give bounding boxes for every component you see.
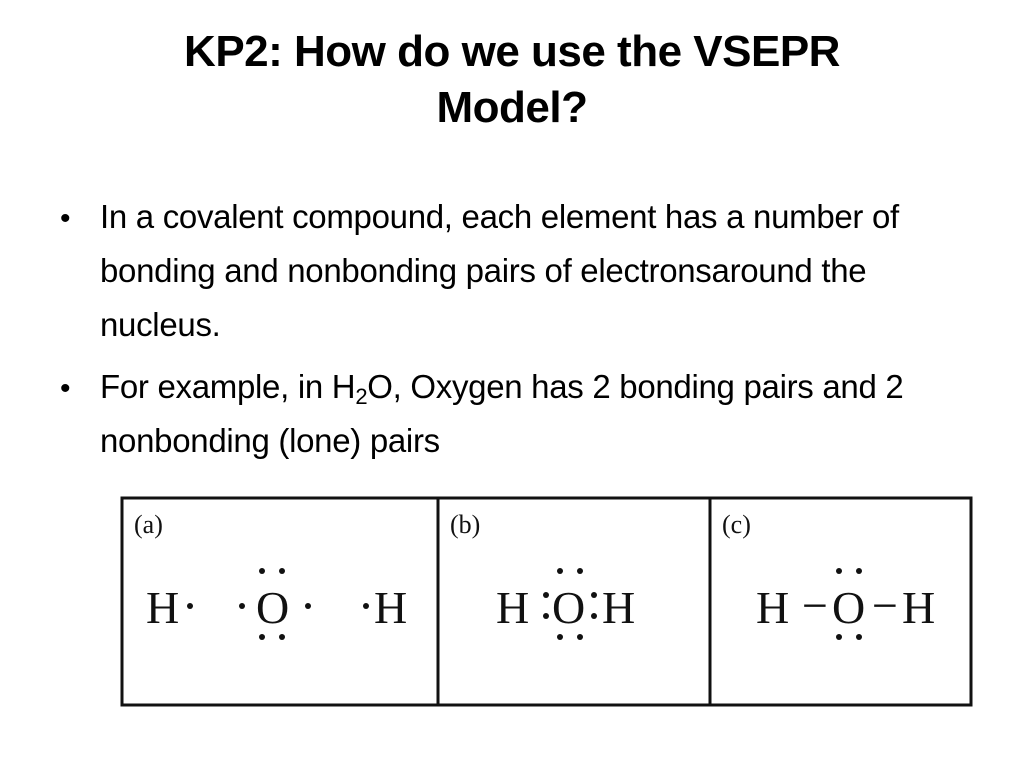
hydrogen-atom: H [902, 582, 936, 633]
hydrogen-atom: H [374, 582, 408, 633]
electron-dot [363, 603, 369, 609]
lone-pair-dot [259, 634, 265, 640]
bullet-item [60, 360, 950, 468]
bullet-icon [60, 360, 90, 416]
panel-label: (c) [722, 510, 751, 539]
hydrogen-atom: H [602, 582, 636, 633]
bullet-subscript: 2 [355, 384, 368, 409]
electron-dot [239, 603, 245, 609]
lone-pair-dot [836, 634, 842, 640]
lone-pair-dot [577, 634, 583, 640]
electron-dot [187, 603, 193, 609]
lone-pair-dot [279, 634, 285, 640]
single-bond: − [802, 580, 828, 631]
panel-label: (a) [134, 510, 163, 539]
bullet-icon [60, 190, 90, 246]
bullet-text: In a covalent compound, each element has a number of bonding and nonbonding pairs of electronsaround the nucleus. [100, 198, 899, 343]
hydrogen-atom: H [756, 582, 790, 633]
bonding-pair-dot [591, 613, 597, 619]
hydrogen-atom: H [496, 582, 530, 633]
hydrogen-atom: H [146, 582, 180, 633]
bullet-text-before: For example, in H [100, 368, 356, 405]
bonding-pair-dot [591, 592, 597, 598]
electron-dot [305, 603, 311, 609]
lone-pair-dot [856, 634, 862, 640]
lewis-structure-svg [120, 495, 973, 707]
bonding-pair-dot [543, 613, 549, 619]
bullet-item [60, 190, 950, 352]
single-bond: − [872, 580, 898, 631]
bullet-text-after: O, Oxygen has 2 bonding pairs and 2 nonbonding (lone) pairs [100, 368, 904, 459]
bullet-list [60, 190, 950, 476]
lone-pair-dot [856, 568, 862, 574]
lewis-structure-figure [120, 495, 973, 707]
lone-pair-dot [557, 634, 563, 640]
lone-pair-dot [577, 568, 583, 574]
bonding-pair-dot [543, 592, 549, 598]
oxygen-atom: O [552, 582, 586, 633]
lone-pair-dot [836, 568, 842, 574]
lone-pair-dot [279, 568, 285, 574]
oxygen-atom: O [256, 582, 290, 633]
lone-pair-dot [557, 568, 563, 574]
lone-pair-dot [259, 568, 265, 574]
slide-title: KP2: How do we use the VSEPR Model? [184, 27, 840, 132]
panel-label: (b) [450, 510, 481, 539]
oxygen-atom: O [832, 582, 866, 633]
